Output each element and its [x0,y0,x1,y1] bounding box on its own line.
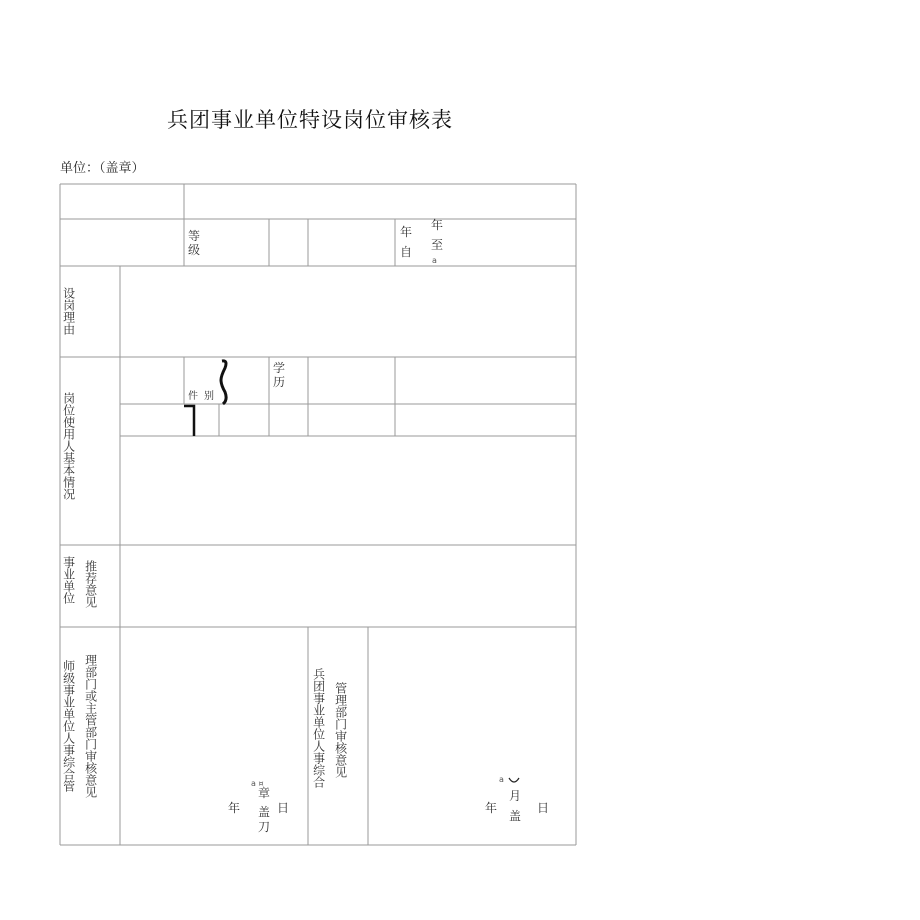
year-label: 年 [400,225,413,239]
row2-mark: a [432,256,437,265]
unit-opinion-label-a: 事业单位 [61,556,76,604]
corps-review-label-b: 管理部门审核意见 [333,682,348,778]
id-doc-label: 件 [188,391,198,402]
division-day: 日 [277,801,290,815]
division-seal-1: 章 [258,786,271,800]
division-review-label-b: 理部门或主管部门审核意见 [83,654,98,798]
unit-opinion-label-b: 推荐意见 [83,560,98,608]
division-seal-3: 刀 [258,820,271,834]
form-title: 兵团事业单位特设岗位审核表 [167,108,453,132]
corps-marks: a [499,775,504,784]
smile-mark-icon [507,776,521,788]
corps-year: 年 [485,801,498,815]
division-seal-2: 盖 [258,805,271,819]
year-label-top: 年 [431,218,444,232]
post-holder-info-label: 岗位使用人基本情况 [61,392,76,500]
from-label: 自 [400,245,413,259]
corps-day: 日 [537,801,550,815]
bracket-mark-icon [184,404,198,438]
corps-review-label-a: 兵团事业单位人事综合 [311,668,326,788]
to-label: 至 [431,238,444,252]
division-year: 年 [228,801,241,815]
education-label-1: 学 [273,361,286,375]
division-marks: a ¤ [251,779,264,788]
corps-seal: 盖 [509,809,522,823]
unit-seal-label: 单位：（盖章） [60,161,145,176]
division-review-label-a: 师级事业单位人事综合管 [61,660,76,792]
corps-month: 月 [509,789,522,803]
gender-label: 别 [204,391,214,402]
brace-mark-icon [216,358,234,406]
education-label-2: 历 [273,375,286,389]
post-reason-label: 设岗理由 [61,287,76,335]
grade-label-2: 级 [188,243,201,257]
grade-label-1: 等 [188,229,201,243]
